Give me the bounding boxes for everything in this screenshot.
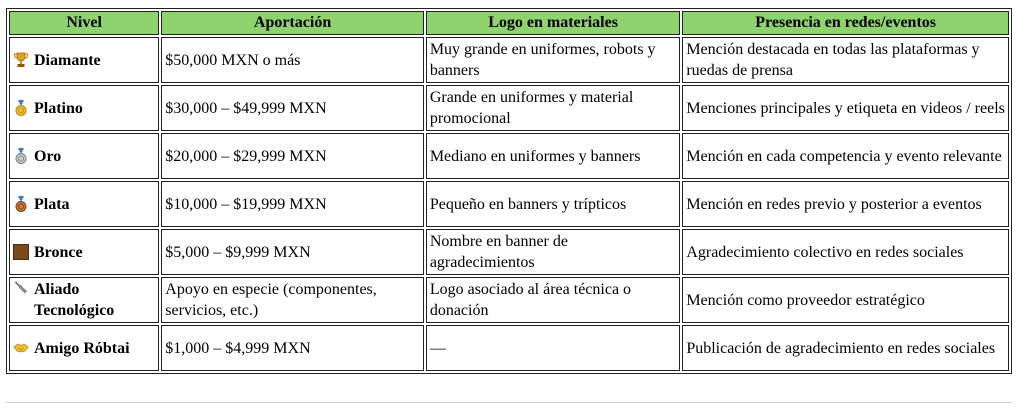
level-cell xyxy=(9,85,159,131)
level-name: Aliado Tecnológico xyxy=(34,281,115,319)
contribution-cell: $5,000 – $9,999 MXN xyxy=(161,229,424,275)
presence-cell: Mención en redes previo y posterior a eventos xyxy=(682,181,1009,227)
level-cell xyxy=(9,37,159,83)
header-presencia: Presencia en redes/eventos xyxy=(682,11,1009,35)
page-divider xyxy=(6,402,1012,403)
level-name: Bronce xyxy=(34,243,83,261)
sponsorship-levels-table xyxy=(6,8,1012,374)
table-row xyxy=(9,133,1009,179)
presence-cell: Publicación de agradecimiento en redes sociales xyxy=(682,325,1009,371)
contribution-cell: $50,000 MXN o más xyxy=(161,37,424,83)
table-row xyxy=(9,37,1009,83)
presence-cell: Mención destacada en todas las plataformas y ruedas de prensa xyxy=(682,37,1009,83)
contribution-cell: $20,000 – $29,999 MXN xyxy=(161,133,424,179)
logo-cell: Mediano en uniformes y banners xyxy=(426,133,681,179)
level-cell xyxy=(9,277,159,323)
presence-cell: Mención en cada competencia y evento relevante xyxy=(682,133,1009,179)
level-cell xyxy=(9,133,159,179)
level-name: Plata xyxy=(34,195,70,213)
contribution-cell: $10,000 – $19,999 MXN xyxy=(161,181,424,227)
bronze-medal-icon xyxy=(13,195,29,213)
handshake-icon xyxy=(13,339,29,357)
level-name: Amigo Róbtai xyxy=(34,339,130,357)
contribution-cell: $30,000 – $49,999 MXN xyxy=(161,85,424,131)
wrench-icon xyxy=(13,279,29,297)
header-logo: Logo en materiales xyxy=(426,11,681,35)
silver-medal-icon xyxy=(13,147,29,165)
level-name: Oro xyxy=(34,147,62,165)
presence-cell: Menciones principales y etiqueta en videos / reels xyxy=(682,85,1009,131)
level-name: Platino xyxy=(34,99,83,117)
table-row xyxy=(9,229,1009,275)
trophy-icon xyxy=(13,51,29,69)
contribution-cell: Apoyo en especie (componentes, servicios, etc.) xyxy=(161,277,424,323)
level-cell xyxy=(9,181,159,227)
sponsorship-table-container xyxy=(6,8,1012,374)
level-name: Diamante xyxy=(34,51,101,69)
presence-cell: Agradecimiento colectivo en redes sociales xyxy=(682,229,1009,275)
table-header-row xyxy=(9,11,1009,35)
table-row xyxy=(9,277,1009,323)
logo-cell: Pequeño en banners y trípticos xyxy=(426,181,681,227)
level-cell xyxy=(9,325,159,371)
logo-cell: — xyxy=(426,325,681,371)
logo-cell: Muy grande en uniformes, robots y banners xyxy=(426,37,681,83)
logo-cell: Grande en uniformes y material promocional xyxy=(426,85,681,131)
table-row xyxy=(9,181,1009,227)
level-cell xyxy=(9,229,159,275)
gold-medal-icon xyxy=(13,99,29,117)
brown-square-icon xyxy=(13,243,29,261)
logo-cell: Nombre en banner de agradecimientos xyxy=(426,229,681,275)
contribution-cell: $1,000 – $4,999 MXN xyxy=(161,325,424,371)
header-aportacion: Aportación xyxy=(161,11,424,35)
presence-cell: Mención como proveedor estratégico xyxy=(682,277,1009,323)
header-nivel: Nivel xyxy=(9,11,159,35)
table-row xyxy=(9,85,1009,131)
table-row xyxy=(9,325,1009,371)
logo-cell: Logo asociado al área técnica o donación xyxy=(426,277,681,323)
